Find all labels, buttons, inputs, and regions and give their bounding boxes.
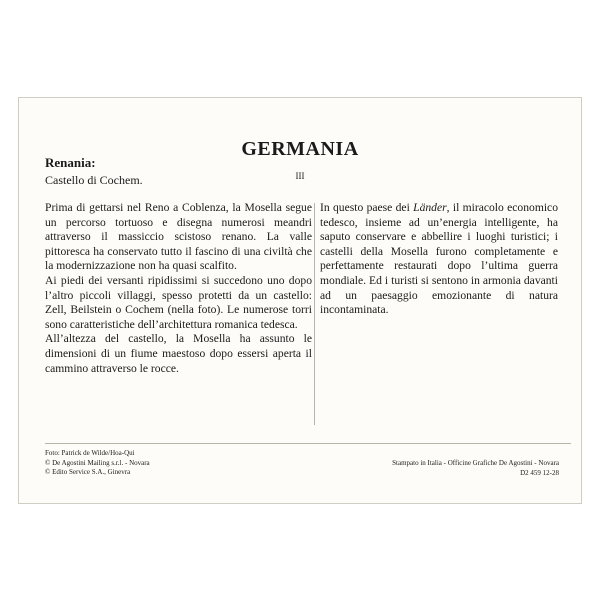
card-title: GERMANIA — [241, 138, 359, 160]
photo-credit: Foto: Patrick de Wilde/Hoa-Qui — [45, 449, 135, 457]
body-column-left — [45, 201, 312, 376]
card-number: III — [295, 171, 305, 181]
text-run: In questo paese dei — [320, 201, 414, 214]
paragraph: Prima di gettarsi nel Reno a Coblenza, la Mosella segue un percorso tortuoso e disegna numerosi meandri attraverso il massiccio scistoso renano. La valle pittoresca ha conservato tutto il fascino di una civiltà che la modernizzazione non ha quasi scalfito. — [45, 201, 312, 273]
text-run: , il miracolo economico tedesco, insieme ad un’energia intelligente, ha saputo conservare e abbellire i luoghi turistici; i castelli della Mosella furono completamente e perfettamente restaurati dopo l’ultima guerra mondiale. Ed i turisti si sentono in armonia davanti ad un paesaggio emozionante di natura incontaminata. — [320, 201, 558, 317]
body-column-right — [320, 201, 558, 318]
paragraph: Ai piedi dei versanti ripidissimi si succedono uno dopo l’altro piccoli villaggi, spesso protetti da un castello: Zell, Beilstein o Cochem (nella foto). Le numerose torri sono caratteristiche dell’architettura romanica tedesca. — [45, 273, 312, 331]
printer-line: Stampato in Italia - Officine Grafiche De Agostini - Novara — [392, 459, 559, 467]
postcard-back — [18, 97, 582, 504]
paragraph: All’altezza del castello, la Mosella ha assunto le dimensioni di un fiume maestoso dopo essersi aperta il cammino attraverso le rocce. — [45, 332, 312, 375]
credits-block — [45, 449, 150, 478]
copyright-line: © Edito Service S.A., Ginevra — [45, 468, 131, 476]
italic-term: Länder — [413, 201, 447, 214]
column-divider — [314, 203, 315, 425]
subject-caption: Castello di Cochem. — [45, 173, 143, 187]
region-heading: Renania: — [45, 155, 96, 170]
paragraph — [320, 201, 558, 318]
copyright-line: © De Agostini Mailing s.r.l. - Novara — [45, 458, 150, 467]
product-code: D2 459 12-28 — [520, 468, 559, 477]
printer-block — [392, 459, 559, 478]
footer-divider — [45, 443, 571, 444]
